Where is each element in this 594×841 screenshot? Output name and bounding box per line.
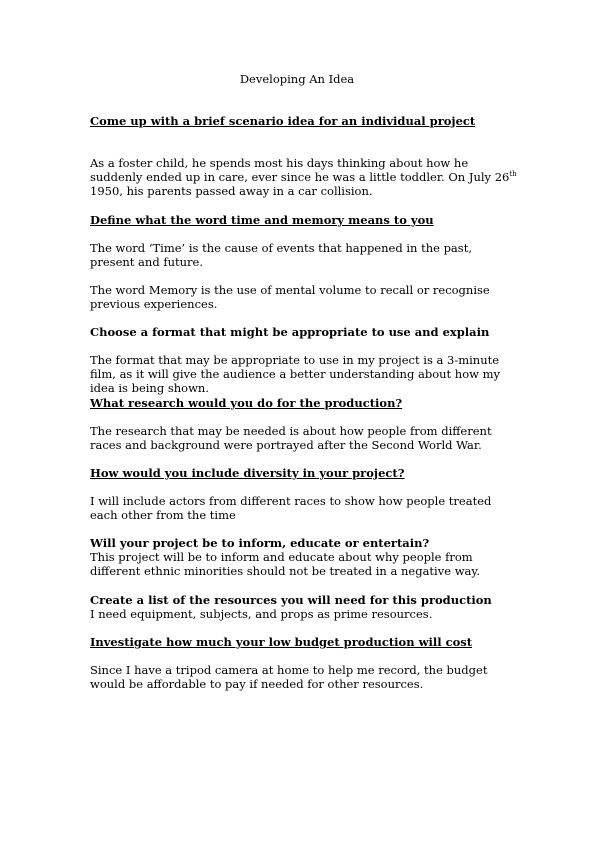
- section-heading-resources: Create a list of the resources you will need for this production: [90, 593, 492, 607]
- section-heading-time-memory: Define what the word time and memory means to you: [90, 213, 434, 227]
- section-body-resources: I need equipment, subjects, and props as prime resources.: [90, 607, 433, 621]
- section-body-diversity: I will include actors from different races to show how people treated each other from the time: [90, 494, 492, 522]
- section-body-research: The research that may be needed is about how people from different races and background were portrayed after the Second World War.: [90, 424, 492, 452]
- document-title: Developing An Idea: [239, 72, 355, 86]
- section-heading-budget: Investigate how much your low budget production will cost: [90, 635, 473, 649]
- scenario-text-part2: 1950, his parents passed away in a car collision.: [90, 184, 373, 198]
- ordinal-suffix: th: [509, 170, 517, 179]
- section-body-format: The format that may be appropriate to use in my project is a 3-minute film, as it will give the audience a better understanding about how my idea is being shown.: [90, 353, 501, 395]
- section-heading-research: What research would you do for the production?: [90, 396, 403, 410]
- section-body-memory: The word Memory is the use of mental volume to recall or recognise previous experiences.: [90, 283, 490, 311]
- section-body-budget: Since I have a tripod camera at home to help me record, the budget would be affordable to pay if needed for other resources.: [90, 663, 488, 691]
- section-heading-purpose: Will your project be to inform, educate or entertain?: [90, 536, 430, 550]
- section-heading-scenario: Come up with a brief scenario idea for an individual project: [90, 114, 476, 128]
- section-body-scenario: [90, 156, 520, 198]
- section-heading-diversity: How would you include diversity in your project?: [90, 466, 405, 480]
- section-heading-format: Choose a format that might be appropriate to use and explain: [90, 325, 490, 339]
- section-body-purpose: This project will be to inform and educate about why people from different ethnic minorities should not be treated in a negative way.: [90, 550, 481, 578]
- section-body-time: The word ‘Time’ is the cause of events that happened in the past, present and future.: [90, 241, 472, 269]
- scenario-text-part1: As a foster child, he spends most his days thinking about how he suddenly ended up in care, ever since he was a little toddler. On July 26: [90, 156, 510, 184]
